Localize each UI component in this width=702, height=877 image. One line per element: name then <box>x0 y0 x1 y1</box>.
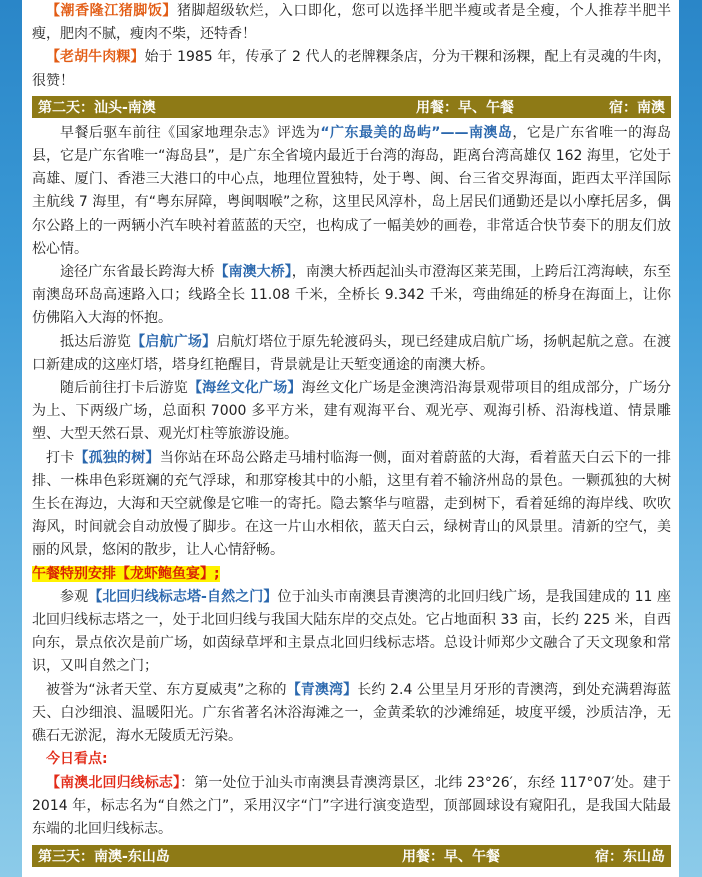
text: ，它是广东省唯一的海岛县，它是广东省唯一“海岛县”，是广东全省境内最近于台湾的海岛，距离台湾高雄仅 162 海里，它处于高雄、厦门、香港三大港口的中心点，地理位置独特，处于粤、闽、台三省交界海面，距西太平洋国际主航线 7 海里，有“粤东屏障，粤闽咽喉”之称，这里民风淳朴，岛上居民们通勤还是以小摩托居多，偶尔公路上的一两辆小汽车映衬着蓝蓝的天空，也构成了一幅美妙的画卷，非常适合快节奏下的朋友们放松心情。 <box>32 124 672 257</box>
paragraph-qihang-square <box>32 331 671 377</box>
highlight-tree: 【孤独的树】 <box>74 449 160 466</box>
text: 当你站在环岛公路走马埔村临海一侧，面对着蔚蓝的大海，看着蓝天白云下的一排排、一株串色彩斑斓的充气浮球，和那穿梭其中的小船，这里有着不输济州岛的景色。一颗孤独的大树生长在海边，大海和天空就像是它唯一的寄托。隐去繁华与喧嚣，走到树下，看着延绵的海岸线、吹吹海风，时间就会自动放慢了脚步。在这一片山水相依，蓝天白云，绿树青山的风景里。清新的空气，美丽的风景，悠闲的散步，让人心情舒畅。 <box>32 449 672 559</box>
day-header-day2 <box>32 96 671 118</box>
restaurant-desc: 猪脚超级软烂，入口即化，您可以选择半肥半瘦或者是全瘦，个人推荐半肥半瘦，肥肉不腻，瘦肉不柴，还特香！ <box>32 3 672 43</box>
highlight-tropic-sign: 【南澳北回归线标志】 <box>46 774 181 791</box>
text: ，南澳大桥西起汕头市澄海区莱芜围，上跨后江湾海峡，东至南澳岛环岛高速路入口；线路全长 11.08 千米，全桥长 9.342 千米，弯曲绵延的桥身在海面上，让你仿佛陷入大海的怀抱。 <box>32 264 672 327</box>
highlight-qingao: 【青澳湾】 <box>286 681 358 698</box>
text: ：第一处位于汕头市南澳县青澳湾景区，北纬 23°26′，东经 117°07′处。建于 2014 年，标志名为“自然之门”，采用汉字“门”字进行演变造型，顶部圆球设有窥阳孔，是我国大陆最东端的北回归线标志。 <box>32 774 672 837</box>
text: 早餐后驱车前往《国家地理杂志》评选为 <box>60 124 321 141</box>
text: 打卡 <box>46 449 75 466</box>
restaurant-desc: 始于 1985 年，传承了 2 代人的老牌粿条店，分为干粿和汤粿，配上有灵魂的牛肉，很赞！ <box>32 49 671 89</box>
restaurant-item-beef <box>32 46 671 92</box>
day-stay: 宿：南澳 <box>609 99 665 116</box>
today-title: 今日看点: <box>46 751 108 768</box>
paragraph-tropic-sign <box>32 772 671 842</box>
highlight-bridge: 【南澳大桥】 <box>214 264 292 281</box>
highlight-haisi: 【海丝文化广场】 <box>187 380 302 397</box>
itinerary-page <box>22 0 679 877</box>
today-highlights-title <box>32 748 671 771</box>
paragraph-nanao-bridge <box>32 261 671 331</box>
day-title: 第三天：南澳-东山岛 <box>38 849 170 866</box>
text: 途径广东省最长跨海大桥 <box>60 264 215 281</box>
text: 位于汕头市南澳县青澳湾的北回归线广场，是我国建成的 11 座北回归线标志塔之一，处于北回归线与我国大陆东岸的交点处。它占地面积 33 亩，长约 225 米，自西向东，景点依次是前广场，如茵绿草坪和主景点北回归线标志塔。总设计师郑少文融合了天文现象和常识，又叫自然之门； <box>32 588 672 675</box>
day-meals: 用餐：早、午餐 <box>402 849 500 866</box>
restaurant-item-pork <box>32 0 671 46</box>
day-header-day3 <box>32 845 671 867</box>
text: 参观 <box>60 588 89 605</box>
day-title: 第二天：汕头-南澳 <box>38 99 156 116</box>
lunch-special <box>32 563 671 586</box>
text: 海丝文化广场是金澳湾沿海景观带项目的组成部分，广场分为上、下两级广场，总面积 7000 多平方米，建有观海平台、观光亭、观海引桥、沿海栈道、情景雕塑、大型天然石景、观光灯柱等旅游设施。 <box>32 380 672 443</box>
highlight-tropic: 【北回归线标志塔-自然之门】 <box>88 588 278 605</box>
text: 抵达后游览 <box>60 333 132 350</box>
text: 随后前往打卡后游览 <box>60 380 188 397</box>
paragraph-lonely-tree <box>32 447 671 563</box>
paragraph-tropic-tower <box>32 586 671 679</box>
restaurant-name: 【老胡牛肉粿】 <box>46 49 145 66</box>
restaurant-name: 【潮香隆江猪脚饭】 <box>46 3 177 19</box>
highlight-qihang: 【启航广场】 <box>131 333 217 350</box>
day-meals: 用餐：早、午餐 <box>416 99 514 116</box>
text: 启航灯塔位于原先轮渡码头，现已经建成启航广场，扬帆起航之意。在渡口新建成的这座灯塔，塔身红艳醒目，背景就是让天堑变通途的南澳大桥。 <box>32 333 672 373</box>
paragraph-qingao-bay <box>32 679 671 749</box>
paragraph-haisi-square <box>32 377 671 447</box>
text: 被誉为“泳者天堂、东方夏威夷”之称的 <box>46 681 287 698</box>
text: 长约 2.4 公里呈月牙形的青澳湾，到处充满碧海蓝天、白沙细浪、温暖阳光。广东省著名沐浴海滩之一，金黄柔软的沙滩绵延，坡度平缓，沙质洁净，无礁石无淤泥，海水无陵质无污染。 <box>32 681 671 745</box>
lunch-special-label: 午餐特别安排【龙虾鲍鱼宴】; <box>32 565 220 582</box>
day-stay: 宿：东山岛 <box>595 849 665 866</box>
paragraph-nanao-island <box>32 122 671 261</box>
highlight-nanao: “广东最美的岛屿”——南澳岛 <box>320 124 513 141</box>
